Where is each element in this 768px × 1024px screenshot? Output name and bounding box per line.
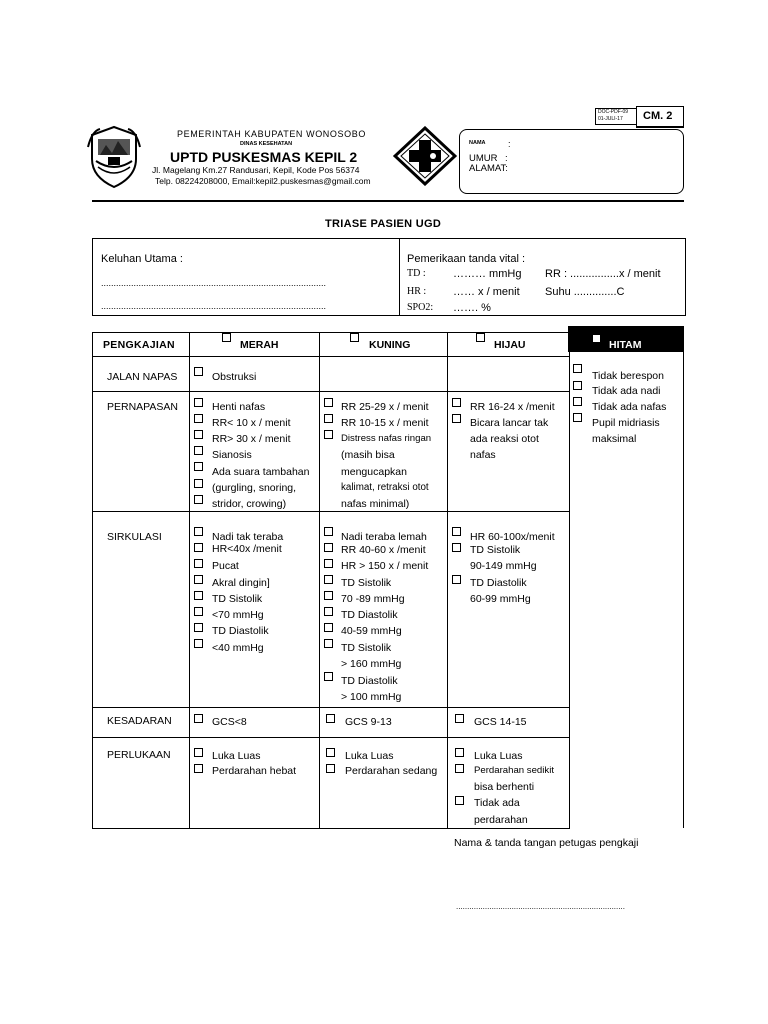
criterion-text: (masih bisa bbox=[341, 449, 395, 461]
criterion-text: Akral dingin] bbox=[212, 577, 270, 589]
vitals-td-label: TD : bbox=[407, 268, 426, 279]
checkbox[interactable] bbox=[194, 414, 203, 423]
header-name: UPTD PUSKESMAS KEPIL 2 bbox=[170, 149, 358, 165]
criterion-text: TD Sistolik bbox=[470, 544, 521, 556]
vitals-hr-label: HR : bbox=[407, 286, 427, 297]
patient-alamat-label: ALAMAT: bbox=[469, 163, 508, 174]
header-gov: PEMERINTAH KABUPATEN WONOSOBO bbox=[177, 129, 366, 139]
criterion-text: RR 40-60 x /menit bbox=[341, 544, 426, 556]
criterion-text: Tidak ada bbox=[474, 797, 520, 809]
row-label-kesadaran: KESADARAN bbox=[107, 715, 172, 727]
criterion-text: 40-59 mmHg bbox=[341, 625, 402, 637]
checkbox[interactable] bbox=[194, 543, 203, 552]
row-divider-kesadaran bbox=[92, 737, 569, 738]
header-address: Jl. Magelang Km.27 Randusari, Kepil, Kode Pos 56374 bbox=[152, 165, 360, 175]
criterion-text: Pucat bbox=[212, 560, 239, 572]
checkbox[interactable] bbox=[324, 672, 333, 681]
criterion-text: Tidak ada nadi bbox=[592, 385, 661, 397]
criterion-text: <70 mmHg bbox=[212, 609, 264, 621]
criterion-text: Luka Luas bbox=[474, 750, 523, 762]
puskesmas-logo bbox=[393, 126, 457, 186]
criterion-text: 60-99 mmHg bbox=[470, 593, 531, 605]
criterion-text: Perdarahan sedang bbox=[345, 765, 438, 777]
checkbox[interactable] bbox=[455, 764, 464, 773]
checkbox[interactable] bbox=[324, 623, 333, 632]
criterion-text: <40 mmHg bbox=[212, 642, 264, 654]
vitals-hr-value[interactable]: …… x / menit bbox=[453, 286, 520, 298]
criterion-text: RR 16-24 x /menit bbox=[470, 401, 555, 413]
checkbox[interactable] bbox=[194, 575, 203, 584]
checkbox[interactable] bbox=[194, 495, 203, 504]
signature-label: Nama & tanda tangan petugas pengkaji bbox=[454, 837, 639, 849]
patient-box bbox=[459, 129, 684, 194]
criterion-text: Luka Luas bbox=[345, 750, 394, 762]
criterion-text: RR 25-29 x / menit bbox=[341, 401, 429, 413]
doc-code-box bbox=[595, 108, 637, 125]
header-hitam: HITAM bbox=[609, 339, 642, 351]
doc-code-line1: DOC-PDF-09 bbox=[598, 109, 629, 115]
criterion-text: maksimal bbox=[592, 433, 637, 445]
checkbox[interactable] bbox=[324, 639, 333, 648]
checkbox[interactable] bbox=[194, 430, 203, 439]
criterion-text: TD Sistolik bbox=[212, 593, 263, 605]
signature-line[interactable]: ............................................................................ bbox=[456, 902, 625, 911]
checkbox[interactable] bbox=[455, 748, 464, 757]
checkbox[interactable] bbox=[573, 397, 582, 406]
vitals-rr[interactable]: RR : ................x / menit bbox=[545, 268, 661, 280]
criterion-text: stridor, crowing) bbox=[212, 498, 287, 510]
row-label-perlukaan: PERLUKAAN bbox=[107, 749, 171, 761]
criterion-text: 90-149 mmHg bbox=[470, 560, 537, 572]
criterion-text: TD Diastolik bbox=[470, 577, 527, 589]
checkbox[interactable] bbox=[455, 714, 464, 723]
criterion-text: RR 10-15 x / menit bbox=[341, 417, 429, 429]
patient-umur-colon: : bbox=[505, 153, 508, 164]
criterion-text: Obstruksi bbox=[212, 371, 257, 383]
vitals-td-value[interactable]: ……… mmHg bbox=[453, 268, 522, 280]
criterion-text: HR 60-100x/menit bbox=[470, 531, 555, 543]
criterion-text: Luka Luas bbox=[212, 750, 261, 762]
criterion-text: nafas minimal) bbox=[341, 498, 410, 510]
checkbox[interactable] bbox=[324, 527, 333, 536]
checkbox[interactable] bbox=[573, 413, 582, 422]
header-merah: MERAH bbox=[240, 339, 279, 351]
checkbox[interactable] bbox=[324, 430, 333, 439]
checkbox[interactable] bbox=[324, 591, 333, 600]
complaint-line-2[interactable]: .......................................................................................... bbox=[101, 301, 327, 311]
complaint-vitals-box bbox=[92, 238, 686, 316]
criterion-text: TD Diastolik bbox=[212, 625, 269, 637]
checkbox[interactable] bbox=[324, 559, 333, 568]
checkbox[interactable] bbox=[452, 527, 461, 536]
criterion-text: Nadi teraba lemah bbox=[341, 531, 427, 543]
checkbox[interactable] bbox=[324, 575, 333, 584]
row-divider-jalan-napas bbox=[92, 391, 569, 392]
hitam-checkbox[interactable] bbox=[592, 334, 601, 343]
criterion-text: GCS 9-13 bbox=[345, 716, 392, 728]
checkbox[interactable] bbox=[194, 367, 203, 376]
doc-code-line2: 01-JULI-17 bbox=[598, 116, 623, 122]
header-dept: DINAS KESEHATAN bbox=[240, 141, 293, 147]
kuning-checkbox[interactable] bbox=[350, 333, 359, 342]
row-divider-sirkulasi bbox=[92, 707, 569, 708]
criterion-text: RR< 10 x / menit bbox=[212, 417, 291, 429]
criterion-text: Pupil midriasis bbox=[592, 417, 660, 429]
checkbox[interactable] bbox=[573, 364, 582, 373]
criterion-text: 70 -89 mmHg bbox=[341, 593, 405, 605]
criterion-text: Ada suara tambahan bbox=[212, 466, 310, 478]
criterion-text: ada reaksi otot bbox=[470, 433, 539, 445]
checkbox[interactable] bbox=[324, 398, 333, 407]
checkbox[interactable] bbox=[194, 764, 203, 773]
row-label-sirkulasi: SIRKULASI bbox=[107, 531, 162, 543]
merah-checkbox[interactable] bbox=[222, 333, 231, 342]
criterion-text: Distress nafas ringan bbox=[341, 433, 432, 444]
checkbox[interactable] bbox=[452, 543, 461, 552]
row-label-jalan-napas: JALAN NAPAS bbox=[107, 371, 178, 383]
checkbox[interactable] bbox=[452, 575, 461, 584]
row-label-pernapasan: PERNAPASAN bbox=[107, 401, 178, 413]
criterion-text: TD Diastolik bbox=[341, 609, 398, 621]
vitals-label: Pemerikaan tanda vital : bbox=[407, 253, 526, 265]
checkbox[interactable] bbox=[194, 398, 203, 407]
criterion-text: TD Sistolik bbox=[341, 642, 392, 654]
criterion-text: perdarahan bbox=[474, 814, 528, 826]
patient-nama-colon: : bbox=[508, 139, 511, 149]
col-divider-3 bbox=[447, 332, 448, 828]
criterion-text: Tidak berespon bbox=[592, 370, 664, 382]
criterion-text: Perdarahan hebat bbox=[212, 765, 297, 777]
checkbox[interactable] bbox=[194, 479, 203, 488]
patient-nama-label: NAMA bbox=[469, 140, 486, 146]
checkbox[interactable] bbox=[324, 543, 333, 552]
header-pengkajian: PENGKAJIAN bbox=[103, 339, 175, 351]
complaint-line-1[interactable]: .......................................................................................... bbox=[101, 278, 327, 288]
checkbox[interactable] bbox=[194, 639, 203, 648]
checkbox[interactable] bbox=[194, 714, 203, 723]
header-contact: Telp. 08224208000, Email:kepil2.puskesmas@gmail.com bbox=[155, 176, 371, 186]
row-divider-header bbox=[92, 356, 569, 357]
checkbox[interactable] bbox=[324, 607, 333, 616]
criterion-text: Nadi tak teraba bbox=[212, 531, 284, 543]
criterion-text: Sianosis bbox=[212, 449, 252, 461]
row-divider-pernapasan bbox=[92, 511, 569, 512]
criterion-text: GCS 14-15 bbox=[474, 716, 527, 728]
criterion-text: (gurgling, snoring, bbox=[212, 482, 297, 494]
checkbox[interactable] bbox=[194, 559, 203, 568]
criterion-text: HR<40x /menit bbox=[212, 543, 282, 555]
vitals-spo-value[interactable]: ……. % bbox=[453, 302, 491, 314]
criterion-text: TD Diastolik bbox=[341, 675, 398, 687]
checkbox[interactable] bbox=[194, 607, 203, 616]
criterion-text: Perdarahan sedikit bbox=[474, 765, 554, 776]
hijau-checkbox[interactable] bbox=[476, 333, 485, 342]
page-title: TRIASE PASIEN UGD bbox=[325, 218, 442, 230]
criterion-text: HR > 150 x / menit bbox=[341, 560, 429, 572]
form-code: CM. 2 bbox=[643, 110, 673, 122]
checkbox[interactable] bbox=[326, 764, 335, 773]
checkbox[interactable] bbox=[455, 796, 464, 805]
criterion-text: kalimat, retraksi otot bbox=[341, 482, 429, 493]
checkbox[interactable] bbox=[194, 446, 203, 455]
checkbox[interactable] bbox=[324, 414, 333, 423]
checkbox[interactable] bbox=[194, 748, 203, 757]
checkbox[interactable] bbox=[194, 462, 203, 471]
criterion-text: > 100 mmHg bbox=[341, 691, 402, 703]
header-hijau: HIJAU bbox=[494, 339, 526, 351]
regency-logo bbox=[86, 125, 142, 189]
checkbox[interactable] bbox=[573, 381, 582, 390]
header-divider bbox=[92, 200, 684, 202]
criterion-text: nafas bbox=[470, 449, 496, 461]
checkbox[interactable] bbox=[194, 527, 203, 536]
criterion-text: Tidak ada nafas bbox=[592, 401, 667, 413]
checkbox[interactable] bbox=[452, 414, 461, 423]
vitals-spo-label: SPO2: bbox=[407, 302, 434, 313]
patient-umur-label: UMUR bbox=[469, 153, 498, 164]
checkbox[interactable] bbox=[326, 748, 335, 757]
col-divider-2 bbox=[319, 332, 320, 828]
header-kuning: KUNING bbox=[369, 339, 411, 351]
col-divider-1 bbox=[189, 332, 190, 828]
vitals-suhu[interactable]: Suhu ..............C bbox=[545, 286, 625, 298]
criterion-text: bisa berhenti bbox=[474, 781, 535, 793]
criterion-text: Bicara lancar tak bbox=[470, 417, 549, 429]
criterion-text: mengucapkan bbox=[341, 466, 407, 478]
criterion-text: RR> 30 x / menit bbox=[212, 433, 291, 445]
form-code-box bbox=[636, 106, 684, 128]
criterion-text: TD Sistolik bbox=[341, 577, 392, 589]
checkbox[interactable] bbox=[326, 714, 335, 723]
criterion-text: > 160 mmHg bbox=[341, 658, 402, 670]
complaint-label: Keluhan Utama : bbox=[101, 253, 183, 265]
criterion-text: Henti nafas bbox=[212, 401, 266, 413]
checkbox[interactable] bbox=[452, 398, 461, 407]
checkbox[interactable] bbox=[194, 623, 203, 632]
checkbox[interactable] bbox=[194, 591, 203, 600]
complaint-vitals-divider bbox=[399, 239, 400, 315]
criterion-text: GCS<8 bbox=[212, 716, 247, 728]
